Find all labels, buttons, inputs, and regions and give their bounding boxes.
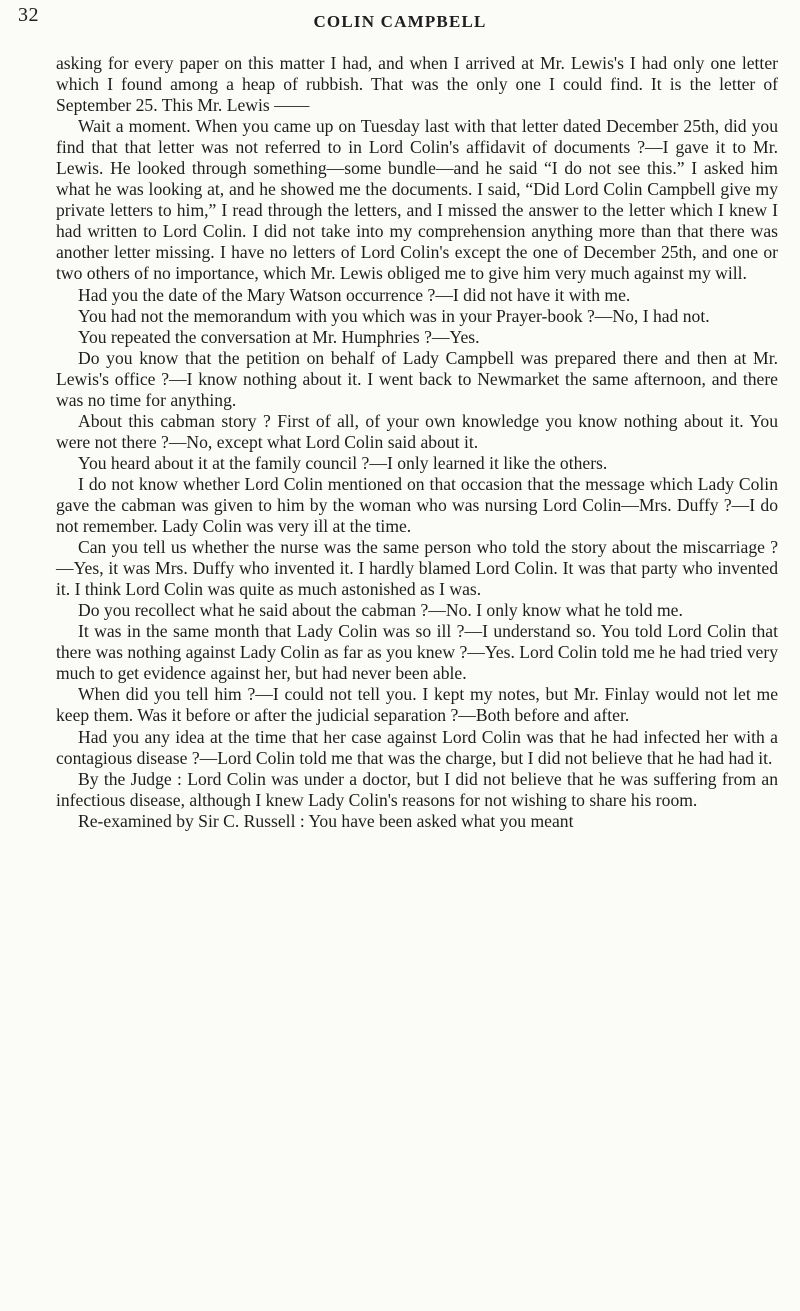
paragraph: Had you any idea at the time that her case against Lord Colin was that he had infected her with a contagious disease ?—Lord Colin told me that was the charge, but I did not believe that he had had it.: [56, 726, 778, 768]
paragraph: About this cabman story ? First of all, of your own knowledge you know nothing about it. You were not there ?—No, except what Lord Colin said about it.: [56, 410, 778, 452]
paragraph: Can you tell us whether the nurse was the same person who told the story about the miscarriage ?—Yes, it was Mrs. Duffy who invented it. I hardly blamed Lord Colin. It was that party who invented it. I think Lord Colin was quite as much astonished as I was.: [56, 537, 778, 600]
paragraph: Had you the date of the Mary Watson occurrence ?—I did not have it with me.: [78, 284, 631, 305]
paragraph: By the Judge : Lord Colin was under a doctor, but I did not believe that he was suffering from an infectious disease, although I knew Lady Colin's reasons for not wishing to share his room.: [56, 768, 778, 810]
paragraph: asking for every paper on this matter I had, and when I arrived at Mr. Lewis's I had only one letter which I found among a heap of rubbish. That was the only one I could find. It is the letter of September 25. This Mr. Lewis ——: [56, 53, 778, 116]
paragraph: Re-examined by Sir C. Russell : You have been asked what you meant: [78, 810, 574, 831]
paragraph: You heard about it at the family council ?—I only learned it like the others.: [78, 452, 608, 473]
paragraph: You had not the memorandum with you which was in your Prayer-book ?—No, I had not.: [78, 305, 710, 326]
page-number: 32: [18, 4, 39, 26]
paragraph: When did you tell him ?—I could not tell you. I kept my notes, but Mr. Finlay would not let me keep them. Was it before or after the judicial separation ?—Both before and after.: [56, 684, 778, 726]
paragraph: I do not know whether Lord Colin mentioned on that occasion that the message which Lady Colin gave the cabman was given to him by the woman who was nursing Lord Colin—Mrs. Duffy ?—I do not remember. Lady Colin was very ill at the time.: [56, 473, 778, 537]
running-head: COLIN CAMPBELL: [313, 12, 487, 31]
body-text: [56, 53, 778, 832]
paragraph: You repeated the conversation at Mr. Humphries ?—Yes.: [78, 326, 480, 347]
paragraph: It was in the same month that Lady Colin was so ill ?—I understand so. You told Lord Colin that there was nothing against Lady Colin as far as you knew ?—Yes. Lord Colin told me he had tried very much to get evidence against her, but had never been able.: [56, 621, 778, 684]
paragraph: Do you know that the petition on behalf of Lady Campbell was prepared there and then at Mr. Lewis's office ?—I know nothing about it. I went back to Newmarket the same afternoon, and there was no time for anything.: [56, 347, 778, 410]
paragraph: Wait a moment. When you came up on Tuesday last with that letter dated December 25th, did you find that that letter was not referred to in Lord Colin's affidavit of documents ?—I gave it to Mr. Lewis. He looked through something—some bundle—and he said “I do not see this.” I asked him what he was looking at, and he showed me the documents. I said, “Did Lord Colin Campbell give my private letters to him,” I read through the letters, and I missed the answer to the letter which I knew I had written to Lord Colin. I did not take into my comprehension anything more than that there was another letter missing. I have no letters of Lord Colin's except the one of December 25th, and one or two others of no importance, which Mr. Lewis obliged me to give him very much against my will.: [56, 116, 778, 284]
paragraph: Do you recollect what he said about the cabman ?—No. I only know what he told me.: [78, 600, 683, 621]
